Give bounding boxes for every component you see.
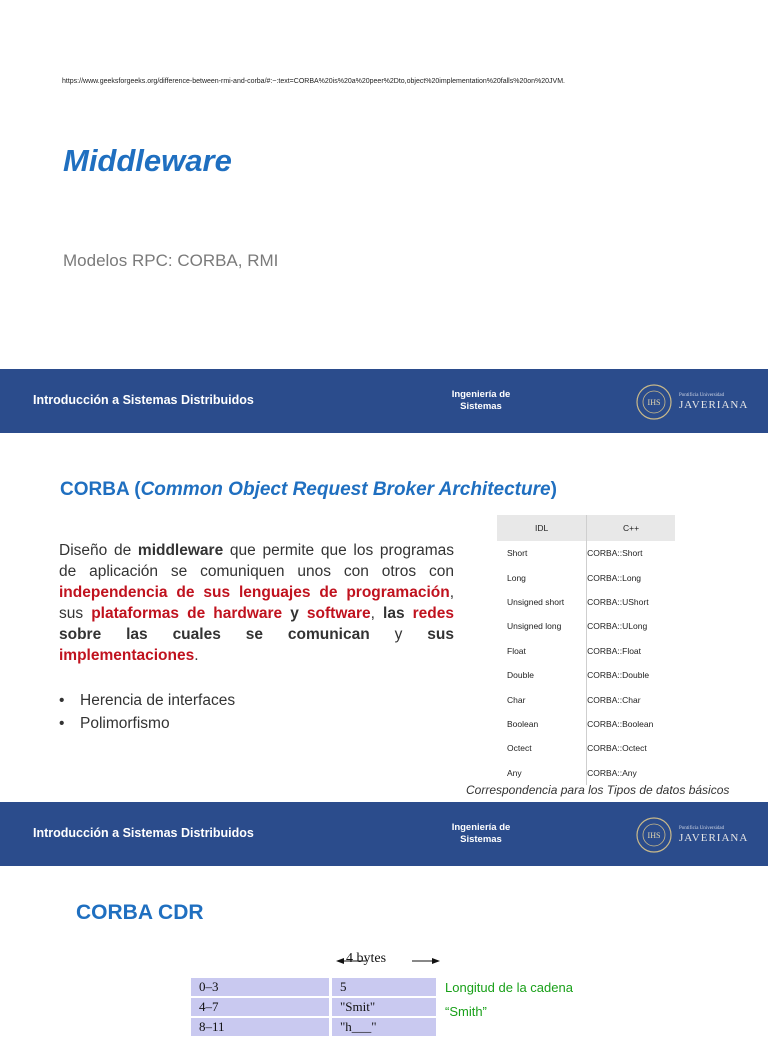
slide-footer-bar (0, 802, 768, 866)
svg-text:IHS: IHS (647, 398, 661, 407)
svg-text:JAVERIANA: JAVERIANA (679, 832, 749, 844)
svg-text:Pontificia Universidad: Pontificia Universidad (679, 393, 725, 398)
table-row: 0–3 5 (191, 978, 436, 996)
svg-text:IHS: IHS (647, 831, 661, 840)
table-row: Float CORBA::Float (497, 639, 675, 663)
table-row: Octect CORBA::Octect (497, 736, 675, 760)
course-name: Introducción a Sistemas Distribuidos (33, 393, 254, 407)
corba-description: Diseño de middleware que permite que los programas de aplicación se comuniquen unos con otros con independencia de sus lenguajes de programación, sus plataformas de hardware y software, las redes sobre las cuales se comunican y sus implementaciones. (59, 542, 455, 664)
corba-heading: CORBA (Common Object Request Broker Architecture) (60, 479, 557, 500)
idl-cpp-type-table (497, 515, 675, 785)
table-row: Char CORBA::Char (497, 687, 675, 711)
department-name: Ingeniería de Sistemas (451, 389, 511, 412)
table-caption: Correspondencia para los Tipos de datos básicos (466, 783, 730, 797)
table-row: Any CORBA::Any (497, 761, 675, 785)
corba-cdr-heading: CORBA CDR (76, 901, 204, 924)
javeriana-logo-icon (634, 381, 749, 423)
table-row: Boolean CORBA::Boolean (497, 712, 675, 736)
department-name: Ingeniería de Sistemas (451, 822, 511, 845)
table-row: Unsigned long CORBA::ULong (497, 614, 675, 638)
feature-bullet-list (59, 692, 235, 738)
table-row: Long CORBA::Long (497, 565, 675, 589)
list-item: • Polimorfismo (59, 715, 170, 732)
slide-title-middleware: Middleware (63, 143, 232, 178)
table-row: Unsigned short CORBA::UShort (497, 590, 675, 614)
table-row: Double CORBA::Double (497, 663, 675, 687)
table-row: 8–11 "h___" (191, 1018, 436, 1036)
javeriana-logo-icon (634, 814, 749, 856)
slide-footer-bar (0, 369, 768, 433)
list-item: • Herencia de interfaces (59, 692, 236, 709)
cdr-note: “Smith” (445, 1004, 487, 1019)
table-row: Short CORBA::Short (497, 541, 675, 565)
cdr-message-grid (191, 976, 436, 1038)
svg-text:JAVERIANA: JAVERIANA (679, 399, 749, 411)
cdr-note: Longitud de la cadena (445, 980, 573, 995)
column-header-cpp: C++ (587, 515, 675, 541)
course-name: Introducción a Sistemas Distribuidos (33, 826, 254, 840)
table-row: 4–7 "Smit" (191, 998, 436, 1016)
column-header-idl: IDL (497, 515, 587, 541)
reference-url[interactable]: https://www.geeksforgeeks.org/difference-between-rmi-and-corba/#:~:text=CORBA%20is%20a%20peer%2Dto,object%20implementation%20falls%20on%20JVM. (62, 78, 565, 85)
svg-text:Pontificia Universidad: Pontificia Universidad (679, 826, 725, 831)
slide-subtitle: Modelos RPC: CORBA, RMI (63, 251, 279, 270)
